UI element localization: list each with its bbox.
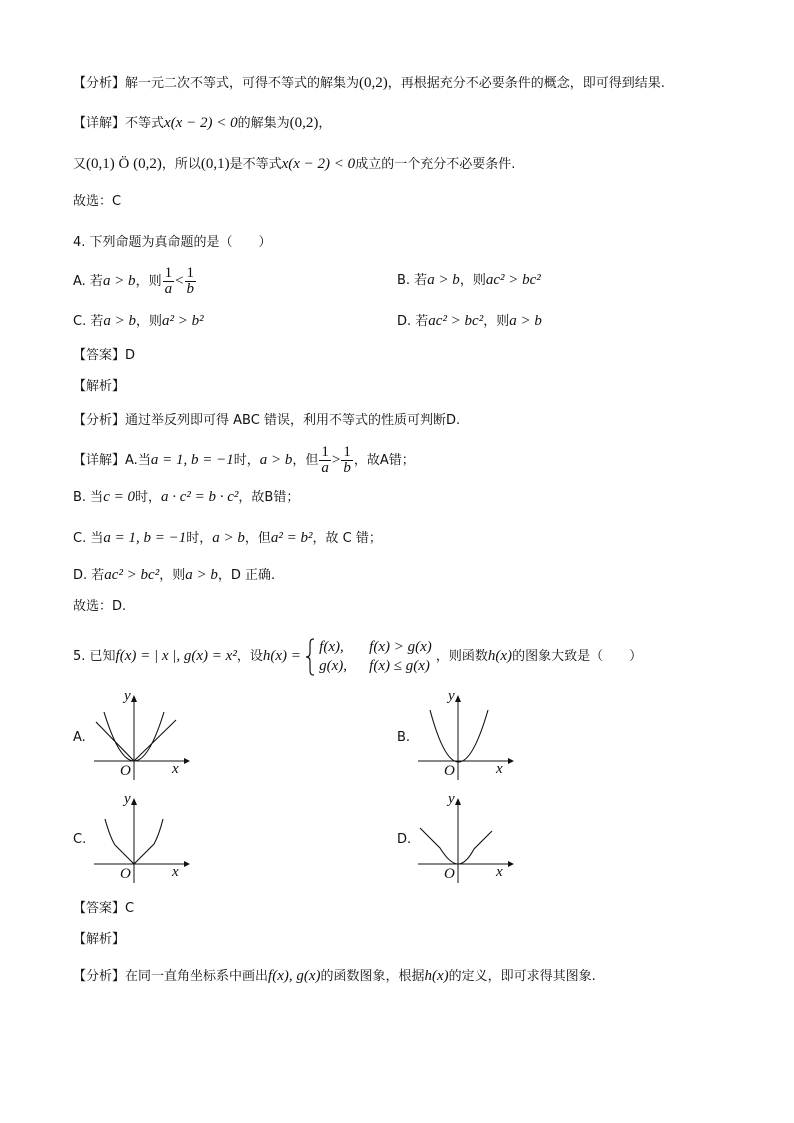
text: 的图象大致是（ ） — [512, 649, 643, 664]
denominator: b — [343, 460, 351, 476]
q4-option-a — [73, 266, 197, 297]
y-label: y — [124, 791, 131, 807]
y-label: y — [124, 688, 131, 704]
text: 解一元二次不等式，可得不等式的解集为 — [125, 76, 360, 91]
graph-d — [416, 793, 516, 889]
q3-choice: 故选：C — [73, 194, 122, 209]
text: ，但 — [244, 531, 271, 546]
text: ，D 正确. — [217, 568, 276, 583]
math: > — [331, 452, 341, 468]
text: C. 当 — [73, 531, 104, 546]
text: A.当 — [125, 453, 151, 468]
numerator: 1 — [343, 444, 351, 460]
q3-detail — [73, 113, 331, 134]
q4-choice: 故选：D. — [73, 599, 127, 614]
text: 通过举反列即可得 ABC 错误，利用不等式的性质可判断D. — [125, 413, 461, 428]
left-brace-icon — [305, 638, 315, 676]
text: ，故A错； — [353, 453, 415, 468]
text: ，则 — [135, 314, 162, 329]
q3-detail-line2 — [73, 154, 515, 175]
text: 又 — [73, 157, 87, 172]
math: (0,1) Ö (0,2) — [86, 156, 162, 172]
denominator: a — [321, 460, 329, 476]
numerator: 1 — [186, 265, 195, 281]
text: ，故B错； — [238, 490, 300, 505]
text: C. 若 — [73, 314, 104, 329]
h-curve — [420, 828, 492, 864]
y-label: y — [448, 688, 455, 704]
tag-detail: 【详解】 — [73, 453, 126, 468]
text: 是不等式 — [229, 157, 282, 172]
y-arrow-icon — [455, 798, 461, 805]
numerator: 1 — [321, 444, 329, 460]
graph-b-label: B. — [397, 730, 411, 745]
math: (0,2) — [359, 75, 388, 91]
text: 5. 已知 — [73, 649, 116, 664]
text: ，则 — [135, 274, 162, 289]
case-2 — [319, 657, 432, 676]
math: ac² > bc² — [104, 567, 160, 583]
text: 在同一直角坐标系中画出 — [125, 969, 269, 984]
text: ，故 C 错； — [312, 531, 382, 546]
text: 成立的一个充分不必要条件. — [355, 157, 516, 172]
math: f(x) = | x |, g(x) = x² — [115, 648, 237, 664]
graph-c — [92, 793, 192, 889]
text: 的解集为 — [237, 116, 290, 131]
math: a > b — [259, 452, 293, 468]
text: D. 若 — [73, 568, 105, 583]
math: a = 1, b = −1 — [150, 452, 234, 468]
text: D. 若 — [397, 314, 429, 329]
case-1 — [319, 638, 432, 657]
x-label: x — [496, 761, 503, 777]
fraction — [319, 445, 331, 476]
math: a > b — [427, 272, 460, 288]
text: 的定义，即可求得其图象. — [448, 969, 596, 984]
math: a² = b² — [270, 530, 313, 546]
text: ，再根据充分不必要条件的概念，即可得到结果. — [387, 76, 665, 91]
text: ，则 — [483, 314, 510, 329]
math: a > b — [212, 530, 245, 546]
y-label: y — [448, 791, 455, 807]
math: a · c² = b · c² — [160, 489, 239, 505]
denominator: a — [164, 281, 173, 297]
graph-c-label: C. — [73, 832, 87, 847]
y-arrow-icon — [131, 695, 137, 702]
y-arrow-icon — [455, 695, 461, 702]
q4-option-c — [73, 311, 204, 332]
q4-detail-c — [73, 528, 382, 549]
q4-answer: 【答案】D — [73, 348, 136, 363]
text: 的函数图象，根据 — [320, 969, 425, 984]
q5-analysis — [73, 966, 596, 987]
math: x(x − 2) < 0 — [164, 115, 238, 131]
text: ，则 — [459, 273, 486, 288]
q4-detail-d — [73, 565, 275, 586]
text: ，设 — [236, 649, 263, 664]
text: 时， — [186, 531, 213, 546]
q4-option-d — [397, 311, 542, 332]
fraction — [341, 445, 353, 476]
tag-analysis: 【分析】 — [73, 969, 126, 984]
text: ，但 — [292, 453, 319, 468]
math: a = 1, b = −1 — [103, 530, 187, 546]
q4-detail — [73, 445, 415, 476]
text: B. 若 — [397, 273, 428, 288]
tag-analysis: 【分析】 — [73, 413, 126, 428]
text: 时， — [134, 490, 161, 505]
x-label: x — [172, 761, 179, 777]
x-arrow-icon — [508, 861, 514, 867]
math: h(x) = — [262, 648, 301, 664]
graph-b — [416, 690, 516, 786]
q4-jiexi: 【解析】 — [73, 379, 126, 394]
parabola-curve — [430, 710, 488, 762]
q4-option-b — [397, 270, 541, 291]
math: f(x), g(x) — [268, 968, 321, 984]
x-label: x — [496, 864, 503, 880]
text: ，则 — [159, 568, 186, 583]
math: < — [175, 273, 184, 289]
text: ，所以 — [161, 157, 201, 172]
text: ， — [318, 116, 332, 131]
origin-label: O — [120, 763, 131, 779]
x-arrow-icon — [184, 758, 190, 764]
math: h(x) — [487, 648, 513, 664]
math: g(x), — [319, 657, 348, 674]
graph-a-label: A. — [73, 730, 86, 745]
graph-a — [92, 690, 192, 786]
math: (0,2) — [289, 115, 319, 131]
text: 不等式 — [125, 116, 165, 131]
math: f(x) > g(x) — [369, 638, 432, 655]
q4-analysis — [73, 411, 460, 431]
math: a > b — [103, 313, 136, 329]
x-arrow-icon — [508, 758, 514, 764]
math: ac² > bc² — [485, 272, 541, 288]
fraction — [163, 266, 175, 297]
origin-label: O — [444, 763, 455, 779]
origin-label: O — [444, 866, 455, 882]
q4-detail-b — [73, 487, 299, 508]
q5-answer: 【答案】C — [73, 901, 135, 916]
tag-detail: 【详解】 — [73, 116, 126, 131]
text: A. 若 — [73, 274, 103, 289]
math: a > b — [185, 567, 218, 583]
text: 时， — [233, 453, 260, 468]
math: f(x), — [319, 638, 344, 655]
q5-jiexi: 【解析】 — [73, 932, 126, 947]
q3-analysis — [73, 73, 665, 94]
x-label: x — [172, 864, 179, 880]
graph-d-label: D. — [397, 832, 412, 847]
piecewise-cases — [319, 638, 432, 676]
math: a > b — [509, 313, 542, 329]
text: ，则函数 — [435, 649, 488, 664]
q4-stem: 4. 下列命题为真命题的是（ ） — [73, 235, 272, 250]
math: c = 0 — [103, 489, 135, 505]
y-arrow-icon — [131, 798, 137, 805]
math: f(x) ≤ g(x) — [369, 657, 430, 674]
x-arrow-icon — [184, 861, 190, 867]
denominator: b — [186, 281, 195, 297]
math: a > b — [102, 273, 136, 289]
fraction — [185, 266, 197, 297]
math: x(x − 2) < 0 — [281, 156, 356, 172]
tag-analysis: 【分析】 — [73, 76, 126, 91]
math: (0,1) — [200, 156, 230, 172]
math: h(x) — [424, 968, 449, 984]
q5-stem — [73, 636, 642, 677]
abs-curve — [96, 720, 176, 761]
numerator: 1 — [164, 265, 173, 281]
math: ac² > bc² — [428, 313, 484, 329]
math: a² > b² — [161, 313, 204, 329]
text: B. 当 — [73, 490, 104, 505]
origin-label: O — [120, 866, 131, 882]
